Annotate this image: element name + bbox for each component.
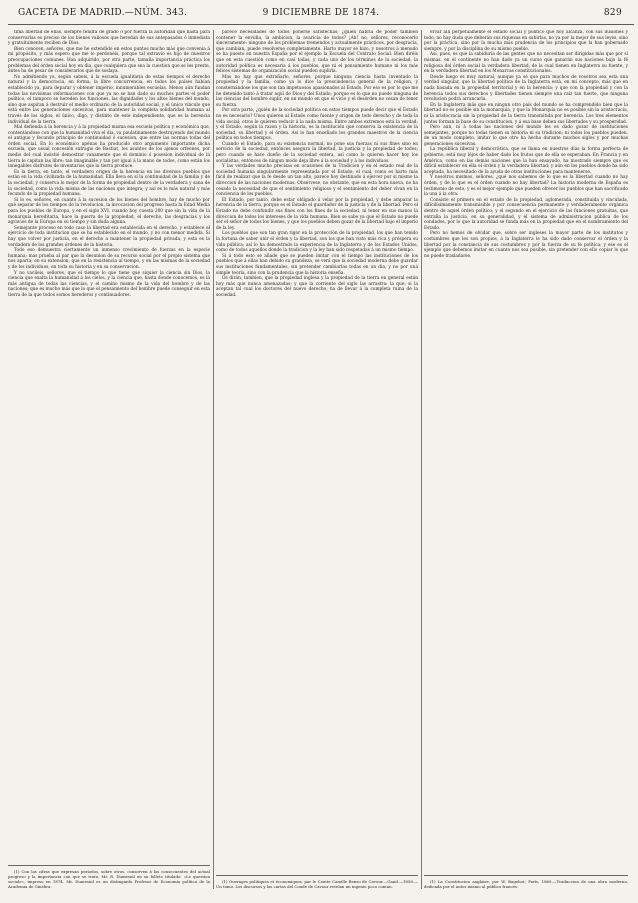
footnotes (216, 875, 418, 889)
column-divider (213, 30, 214, 889)
paragraph: Desde luego es muy natural, aunque ya sé que para muchos de vosotros sea esta una verdad singular, que la libertad política de la Inglaterra está, en mi concepto, más que en nada basada en la propiedad territorial y en la herencia; y que con la propiedad y con la herencia todos sus derechos y libertades tienen siempre una raíz tan fuerte, que ninguna revolucion podrá arrancarla. (424, 74, 628, 103)
column-2 (216, 30, 418, 889)
paragraph: parece necesidades de todos ponerse satisfechas; ¿quién habría de poder también contener la envidia, la ambicion, la avaricia de todos? ¡Ah! no, señores, reconocerlo sinceramente: ninguno de los problemas tremendos y actualmente prácticos, por desgracia, que cambian, puede resolverse completamente. Harto mayor se hizo, y nosotros á menudo se ha puesto en nuestra España por el ejemplo la Escuela del Contrato Social. Bien diréis que en esta cuestión como en casi todas, y cada uno de los términos de la sociedad, la autoridad política es necesaria á los pueblos, que ni el pensamiento humano ni los más felices sistemas de organización social pueden suplirla. (216, 30, 418, 75)
page-header (8, 0, 634, 25)
column-3 (424, 30, 628, 889)
footnotes (8, 865, 210, 889)
column-1-body (8, 30, 210, 299)
paragraph: Y no vacileis, señores, que el tiempo lo que tiene que siquier la ciencia sin Dios, la ciencia que exalta la humanidad á los cielos, y la ciencia que, hasta donde conocemos, es la más antigua de todas las ciencias, y el camino mismo de la vida del hombre y de las naciones; que es mucho más que lo que el pensamiento del hombre puede conseguir en esta tierra de la que todos somos herederos y continuadores. (8, 270, 210, 298)
paragraph: Los pueblos que son tan gran rigor en la protección de la propiedad, los que han tenido la fortuna de saber unir el órden y la libertad, son los que han visto más rica y próspera su vida pública; así lo ha demostrado la experiencia de la Inglaterra y de los Estados Unidos, como de todos aquellos donde la tradicion y la ley han sido respetadas á un mismo tiempo. (216, 231, 418, 254)
paragraph: Por otra parte, ¿quién de la sociedad política en estos tiempos puede decir que el Estado no es necesario? Unos quieren al Estado como fuente y origen de todo derecho y de toda la vida social; otros le quieren reducir á la nada misma. Entre ambos extremos está la verdad; y el Estado, según la razon y la historia, es la institución que conserva la existencia de la sociedad, su libertad y el órden. Así lo han enseñado los grandes maestros de la ciencia política en todos tiempos. (216, 108, 418, 142)
paragraph: Consiste el primero en el estado de la propiedad, aglomerada, constituida y vinculada, difícilísimamente transmisible y por consecuencia permanente y verdaderamente orgánica dentro de aquel órden político; y el segundo en el ejercicio de las funciones gratuitas, que entraña la justicia, en su generalidad, y el sistema de administracion pública de los condados, por lo que la autoridad se funda más en la propiedad que en el nombramiento del Estado. (424, 197, 628, 231)
text-columns (8, 30, 634, 889)
column-1 (8, 30, 210, 889)
footnote: (1) Con las cifras que expresan periodos, sobre otros, conserven á las consecuentes del actual progreso y la importancia con que se trata, Mr. R. Dumesnil en su folleto titulado: «Le question sociale», impreso en 1874. Mr. Dumesnil es un distinguido Profesor de Economía política de la Academia de Ginebra. (8, 869, 210, 889)
column-divider (421, 30, 422, 889)
paragraph: El Estado, por tanto, debe estar obligado á velar por la propiedad, y debe amparar la herencia de la tierra, porque es el Estado el guardador de la justicia y de la libertad. Pero el Estado no debe confundir sus fines con los fines de la sociedad, ni tener en sus manos la direccion de todos los intereses de la vida humana. Bien se sabe ya que el Estado no puede ser el señor de todos los bienes, y que los pueblos deben gozar de la libertad bajo el imperio de la ley. (216, 197, 418, 231)
paragraph: Semejante proceso en todo caso la libertad era establecida en el derecho, y establece el ejercicio de toda institucion que se ha establecido en el mundo, y no con menor medida. Si hay que volver por justicia, en el derecho a mantener la propiedad privada, y esta es la verdadera de los grandes órdenes de la historia. (8, 225, 210, 248)
header-page-number: 829 (603, 8, 622, 18)
paragraph: Si á todo esto se añade que se pueden imitar con el tiempo las instituciones de los pueblos que á ellas han debido su grandeza, se verá que la sociedad moderna debe guardar sus instituciones fundamentales, sin pretender cambiarlas todas en un dia, y no por una simple teoría, sino con la prudencia que la historia enseña. (216, 253, 418, 276)
paragraph: ervar allí perpetuamente el estado social y político que hoy alcanza, con sus ilusiones y todo, no hay duda que deberán sus riquezas en subirlas, no ya por la mejor de sus leyes, sino por la práctica, sino por la mucha más prudencia de los principios que la han gobernado siempre, y por la disciplina de su mismo pueblo. (424, 30, 628, 52)
paragraph: Mas no hay que extrañarlo, señores, porque ninguna ciencia hasta inventado la propiedad y la familia, como ya lo dice la prescindencia general de la religion, y consternándose los que son tan impetuosos apasionados al Estado. Por eso es por lo que me he detenido tanto á tratar aquí de Dios y del Estado; porque es lo que no puede ninguna de las ciencias del hombre suplir, en un mundo en que el vicio y el desórden no cesan de tener su fuerza. (216, 74, 418, 108)
paragraph: Y nosotros mismos, señores, ¿qué nos sabemos de lo que es la libertad cuando no hay órden, y de lo que es el órden cuando no hay libertad? La historia moderna de España es testimonio de esto, y es el mejor ejemplo que pueden ofrecer los pueblos que han sacrificado la una á la otra. (424, 175, 628, 198)
paragraph: Y las verdades mucho precisas en ocasiones de la Tradicion y en el estado real de la sociedad humana singularmente representada por el Estado; el cual, como es harto más fácil de realizar que la fe desde un tan alto, parece hoy destinado á ejercer por sí mismo la direccion de las naciones modernas. Obsérvese, no obstante, que en esta hora nueva, no ha cesado la necesidad de que el sentimiento religioso y el sentimiento del deber vivan en la conciencia de los pueblos. (216, 164, 418, 198)
footnotes (424, 875, 628, 889)
paragraph: La república liberal y democrática, que se llama en nuestros días la forma perfecta de gobierno, está muy léjos de haber dado los frutos que de ella se esperaban. En Francia y en América, como en las demás naciones que la han ensayado, ha mostrado siempre que es difícil establecer en ella el órden y la verdadera libertad; y aún en los pueblos donde ha sido aceptada, ha necesitado de la ayuda de otras instituciones para mantenerse. (424, 147, 628, 175)
paragraph: Cuando el Estado, para su existencia normal, no pone sus fuerzas ni sus fines sino en servicio de la sociedad, entónces asegura la libertad, la justicia y la propiedad de todos; pero cuando se hace dueño de la sociedad entera, así como lo quieren hacer hoy los socialistas, entónces de ningun modo deja libre á la sociedad y á los individuos. (216, 141, 418, 164)
paragraph: Todo eso demuestra ciertamente un inmenso crecimiento de fuerzas en la especie humana; mas prueba al par que la desunion de su recurso social por el propio sistema que nos aparta; en su extension, que en la resistencia al tiempo, y en las mismas de la sociedad y de los individuos, en toda su historia y en su conservacion. (8, 248, 210, 270)
paragraph: No admitiendo yo, según sabeis, á la escuela igualitaria de estas tiempos el derecho natural y la democracia, en forma, la libre concurrencia, en todos los países habían establecido ya, para deparar y obtener imperio, innumerables escuelas. Menos aún fundan todas las novísimas reformaciones con que ya no se han dado su muchos partes el poder político, el tampoco se hereden los funciones, las dignidades y los altos bienes del mundo, sino que aspiran á destruir el medio ordinario de la autoridad social, y el único vínculo que está entre las generaciones sucesivas, para mantener la completa solidaridad humana al través de los siglos; el único, digo, y distinto de este independiente, que es la herencia individual de la tierra. (8, 74, 210, 125)
paragraph: Es la tierra, en tanto, el verdadero origen de la herencia en los diversos pueblos que están en la vida civilizada de la humanidad. Ella lleva en sí la continuidad de la familia y de la sociedad, y conserva lo mejor de la forma de propiedad dentro de la verdadera y sana de la sociedad, como la vida misma de las naciones que integra; y así es lo más natural y más fecundo de la propiedad humana. (8, 169, 210, 198)
header-date: 9 DICIEMBRE DE 1874. (262, 8, 380, 18)
paragraph: Pero aun, ni á todas las naciones del mundo les es dado gozar de instituciones semejantes, porque no todas tienen su historia ni su tradicion; ni todos los pueblos pueden, de un modo completo, imitar lo que otro ha hecho durante muchos siglos y por muchas generaciones sucesivas. (424, 125, 628, 147)
column-2-body (216, 30, 418, 299)
paragraph: En la Inglaterra más que en ningun otro país del mundo se ha comprendido bien que la libertad no es posible sin la monarquía, y que la Monarquía no es posible sin la aristocracia, ni la aristocracia sin la propiedad de la tierra transmitida por herencia. Los tres elementos juntos forman la base de su constitucion, y á esa base deben sus libertades y su prosperidad. (424, 102, 628, 125)
paragraph: Si lo es, señores, en cuanto á la sucesion de los bienes del hombre, hay de mucho por qué separar de los tiempos de la revolucion, la invocacion del progreso hasta la Edad Media para los pueblos de Europa, y en el siglo XVI, cuando hoy cuesta 200 que sin la vida de la monarquía hereditaria, hace la guerra de la propiedad, el derecho, las desgracias y los agravios de la Europa en su tiempo y sin duda alguna. (8, 197, 210, 226)
paragraph: Os dirán, tambien, que la propiedad inglesa y la propiedad de la tierra en general están hoy más que nunca amenazadas; y que la corriente del siglo las arrastra: la que, si la aceptan tal cual los doctores del nuevo derecho, ha de llevar á la completa ruina de la sociedad. (216, 276, 418, 298)
paragraph: tima libertad de ellas, siempre tendrá de grado ó por fuerza la autoridad que hasta para conservarlas es preciso de los bienes valiosos que heredan de sus antepasados ó inmediata y gratuitamente reciben de Dios. (8, 30, 210, 47)
column-3-body (424, 30, 628, 259)
header-publication: GACETA DE MADRID.—NÚM. 343. (18, 8, 188, 18)
paragraph: Mal defienda á la herencia y á la propiedad misma esa escuela política y económica que, contentándose con que la humanidad viva el dia, va paulatinamente destruyendo del mundo el antiguo y fecundo principio de continuidad ó sucesion, que entre las normas todas del órden social. En lo económico apénas ha producido otro argumento importante dicha escuela, que usual concesión sufragio de Bastiat, los asuntos de los ajenos orfeones, por medio del cual insistió demostrar vanamente que el dominio ó posesion individual de la tierra le capitan las libre; tan imaginable y tan por igual á la mano de todos, como están los innegables disfrutes de inventarios que la tierra produce. (8, 125, 210, 170)
footnote: (1) Ouvrages politiques et économiques, par le Comte Camille Benso de Cavour.—Gand.—1858.—Un tomo. Los discursos y las cartas del Conde de Cavour revelan un ingenio poco comun. (216, 879, 418, 889)
paragraph: Pero no hemos de olvidar que, sobre ser ingleses la mayor parte de los institutos y costumbres que les son propios, á la Inglaterra le ha sido dado conservar el órden y la libertad por la constancia de sus costumbres y por la fuerza de su fe política; y ese es el ejemplo que debemos imitar en cuanto nos sea posible, sin pretender con ello copiar lo que no puede trasladarse. (424, 231, 628, 259)
paragraph: Así, pues, es que la sabiduría de las gentes que no necesitan ser dirigidas más que por sí mismas, en el continente no han dado ya un curso que ganarán sus naciones bajo la fé religiosa del órden social la verdadera libertad, de la cual tienen en Inglaterra su fuente, y en la verdadera libertad en los Monarcas constitucionales. (424, 52, 628, 75)
paragraph: Bien conocen, señores, que me he extendido en estos puntos mucho más que convenia á mi propósito, y más espero que me lo perdonéis, porque tal extravío es hijo de nuestros preocupaciones comunes. Han adquirido, por otra parte, tamaña importancia práctica los problemas del órden social hoy en dia, que cualquiera que sea la cuestion que se les preste, ántes ha de pesar de considerarlos que de soslaya. (8, 46, 210, 75)
footnote: (1) La Constitucion anglaise, por W. Bagehot; París, 1869.—Traduccion de una obra moderna, dedicada por el autor mismo al público francés. (424, 879, 628, 889)
